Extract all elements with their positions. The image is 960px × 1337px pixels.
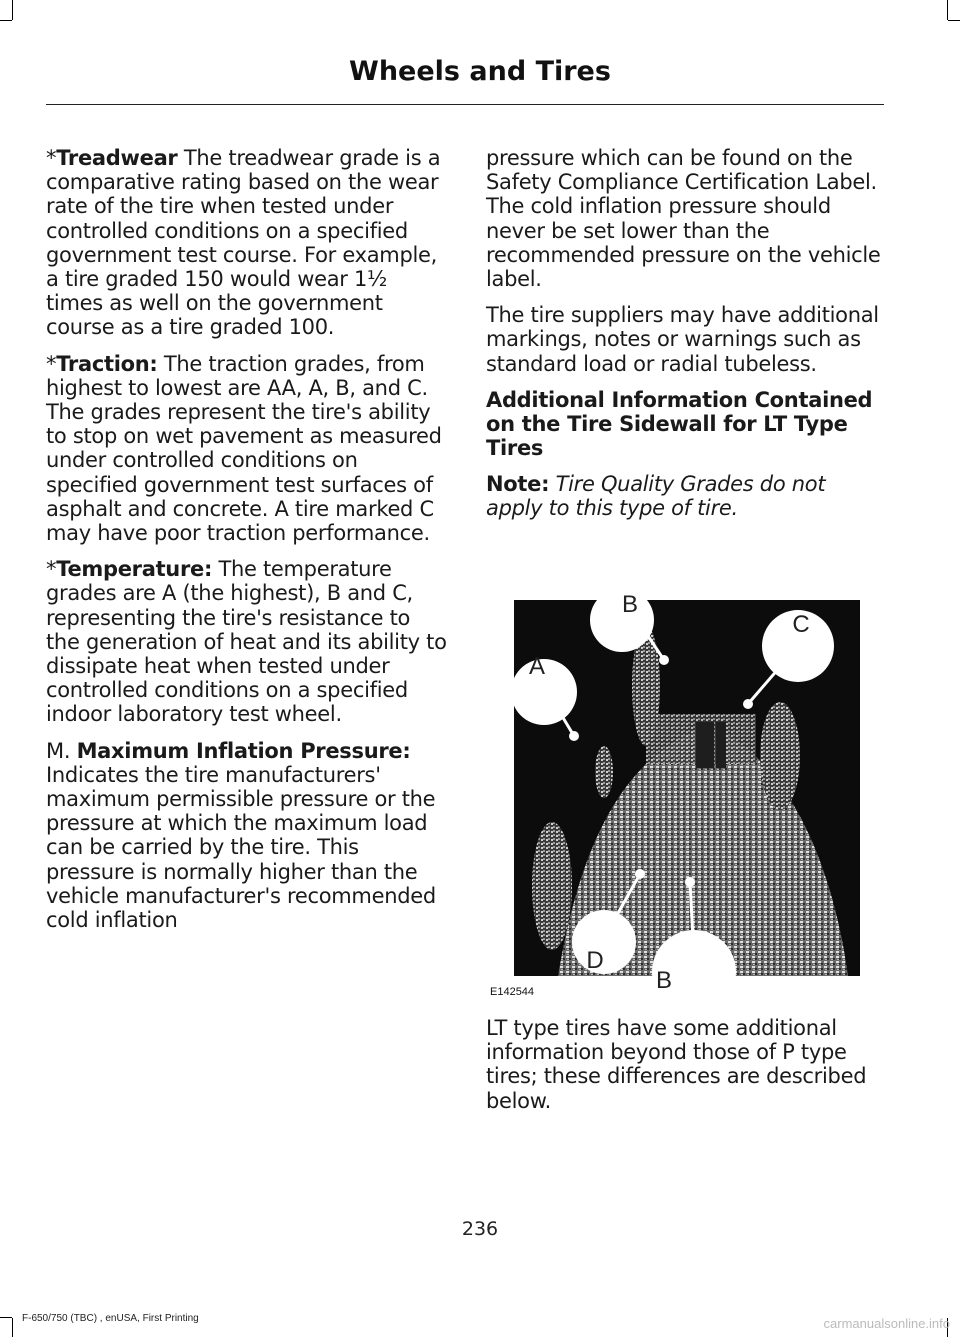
bullet-prefix: * — [46, 146, 57, 170]
bullet-prefix: * — [46, 557, 57, 582]
section-title: Wheels and Tires — [349, 56, 611, 87]
tread-groove — [696, 722, 714, 768]
cold-inflation-paragraph: pressure which can be found on the Safety Compliance Certification Label. The cold inflation pressure should never be set lower than the recommended pressure on the vehicle label. — [486, 146, 881, 292]
treadwear-text: The treadwear grade is a comparative rating based on the wear rate of the tire when tested under controlled conditions on a specified government test course. For example, a tire graded 150 would wear 1½ times as well on the government course as a tire graded 100. — [46, 146, 441, 340]
figure-code: E142544 — [490, 986, 535, 998]
note-label: Note: — [486, 471, 550, 496]
callout-label-c: C — [792, 611, 810, 638]
crop-mark — [0, 20, 12, 21]
note-text: Tire Quality Grades do not apply to this type of tire. — [486, 471, 826, 521]
callout-label-b-bottom: B — [655, 967, 673, 994]
treadwear-paragraph — [46, 146, 448, 340]
term-max-inflation: Maximum Inflation Pressure: — [76, 738, 411, 763]
max-inflation-paragraph — [46, 739, 448, 933]
bullet-prefix: * — [46, 351, 57, 376]
callout-label-a: A — [528, 653, 546, 680]
callout-label-d: D — [586, 947, 604, 974]
callout-dot — [743, 699, 753, 709]
traction-paragraph — [46, 352, 448, 546]
lt-info-paragraph: LT type tires have some additional information beyond those of P type tires; these differences are described below. — [486, 1016, 867, 1113]
term-temperature: Temperature: — [56, 557, 213, 582]
crop-mark — [0, 1317, 12, 1318]
right-column — [486, 146, 884, 532]
watermark: carmanualsonline.info — [823, 1316, 950, 1331]
right-column-lower — [486, 1016, 884, 1125]
callout-dot — [635, 869, 645, 879]
callout-dot — [685, 877, 695, 887]
tire-sidewall-illustration — [488, 586, 868, 1022]
temperature-text: The temperature grades are A (the highest), B and C, representing the tire's resistance to the generation of heat and its ability to dissipate heat when tested under controlled conditions on a specified indoor laboratory test wheel. — [46, 557, 447, 727]
crop-mark — [947, 0, 948, 20]
tread-groove — [716, 722, 726, 768]
page-number: 236 — [461, 1218, 499, 1240]
item-prefix: M. — [46, 738, 77, 763]
term-traction: Traction: — [56, 351, 158, 376]
max-inflation-text: Indicates the tire manufacturers' maximum permissible pressure or the pressure at which the maximum load can be carried by the tire. This pressure is normally higher than the vehicle manufacturer's recommended cold inflation — [46, 762, 436, 933]
callout-label-b-top: B — [621, 591, 639, 618]
term-treadwear: Treadwear — [56, 146, 178, 170]
lt-tire-sidewall-figure — [488, 586, 868, 1022]
sidewall-marking — [532, 822, 572, 950]
crop-mark — [12, 0, 13, 20]
callout-dot — [659, 655, 669, 665]
traction-text: The traction grades, from highest to lowest are AA, A, B, and C. The grades represent the tire's ability to stop on wet pavement as measured under controlled conditions on specified government test surfaces of asphalt and concrete. A tire marked C may have poor traction performance. — [46, 351, 442, 546]
temperature-paragraph — [46, 557, 448, 726]
footer-text: F-650/750 (TBC) , enUSA, First Printing — [22, 1313, 199, 1324]
callout-dot — [569, 731, 579, 741]
sidewall-marking — [760, 702, 800, 810]
crop-mark — [948, 20, 960, 21]
suppliers-paragraph: The tire suppliers may have additional markings, notes or warnings such as standard load or radial tubeless. — [486, 303, 879, 376]
left-column — [46, 146, 448, 944]
crop-mark — [12, 1318, 13, 1337]
sidewall-marking — [595, 746, 613, 798]
callout-bubble — [572, 910, 636, 974]
header-rule — [46, 104, 884, 105]
note-paragraph — [486, 472, 884, 520]
lt-tires-heading: Additional Information Contained on the Tire Sidewall for LT Type Tires — [486, 387, 873, 460]
